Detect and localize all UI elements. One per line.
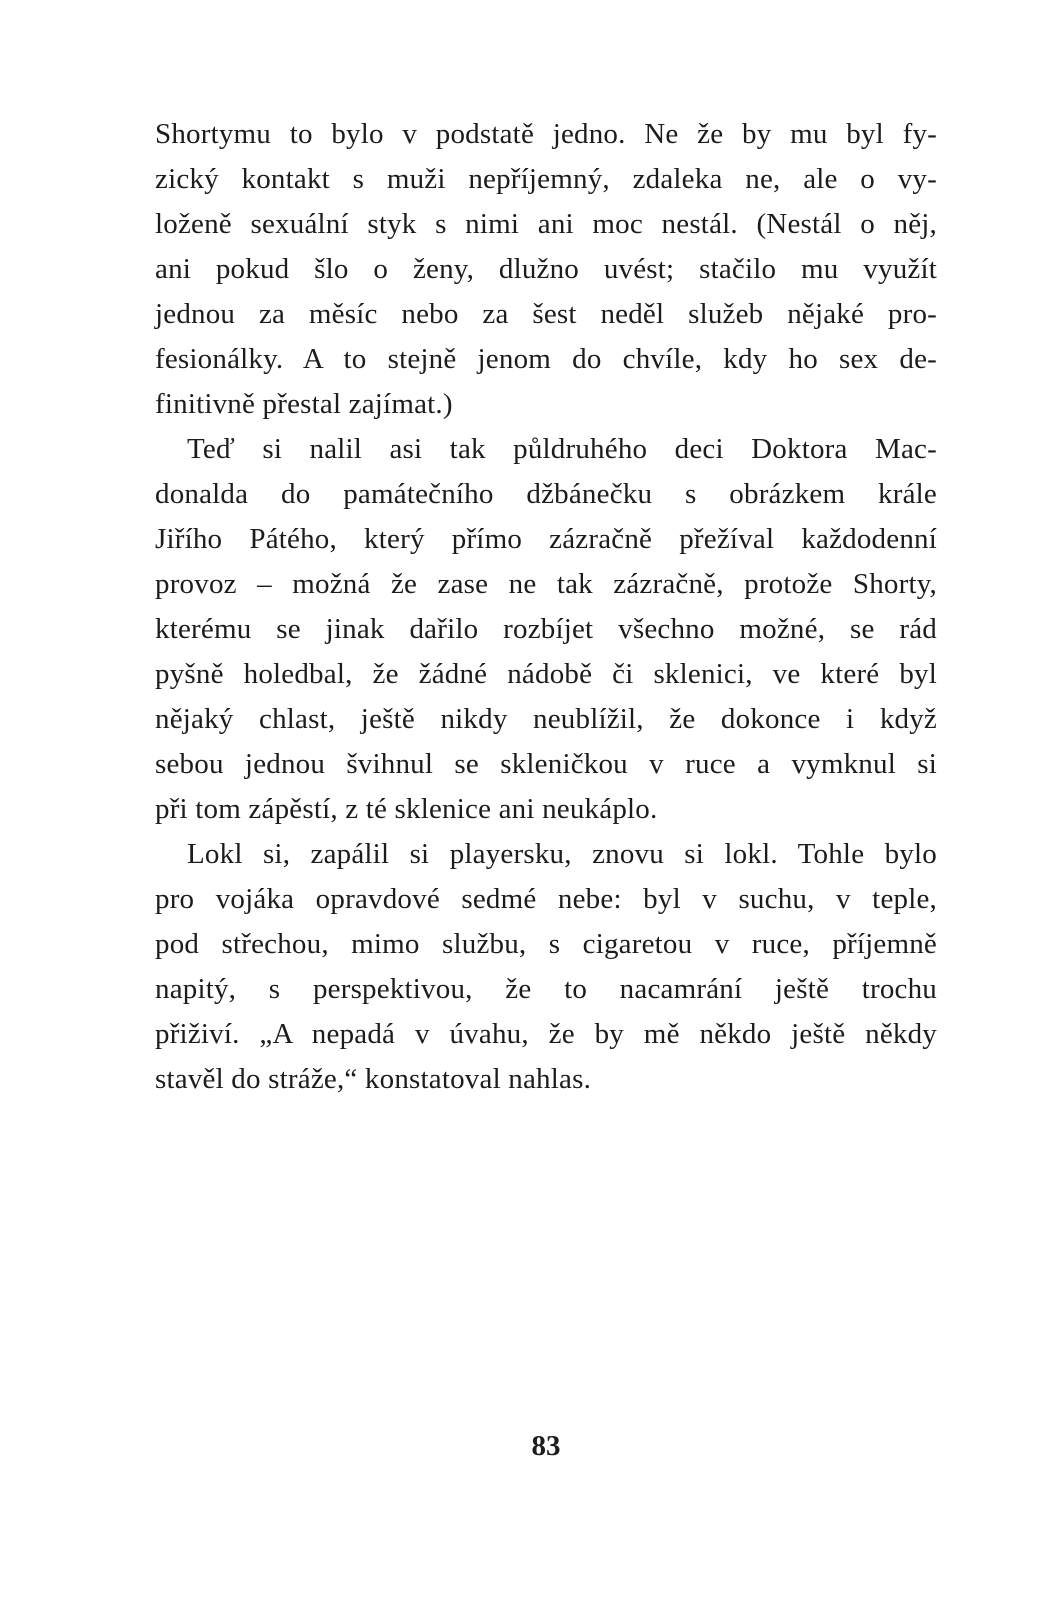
page-number: 83 bbox=[531, 1430, 561, 1462]
text-line: Lokl si, zapálil si playersku, znovu si lokl. Tohle bylo bbox=[187, 838, 937, 870]
text-line: nějaký chlast, ještě nikdy neublížil, že dokonce i když bbox=[155, 703, 937, 735]
text-line: pro vojáka opravdové sedmé nebe: byl v suchu, v teple, bbox=[155, 883, 937, 915]
text-line: stavěl do stráže,“ konstatoval nahlas. bbox=[155, 1063, 592, 1095]
text-line: Teď si nalil asi tak půldruhého deci Doktora Mac- bbox=[187, 433, 937, 465]
text-line: napitý, s perspektivou, že to nacamrání ještě trochu bbox=[155, 973, 937, 1005]
paragraph bbox=[155, 832, 937, 1102]
paragraph bbox=[155, 112, 937, 427]
text-block bbox=[155, 112, 937, 1102]
text-line: pod střechou, mimo službu, s cigaretou v ruce, příjemně bbox=[155, 928, 937, 960]
text-line: zický kontakt s muži nepříjemný, zdaleka ne, ale o vy- bbox=[155, 163, 937, 195]
text-line: přiživí. „A nepadá v úvahu, že by mě někdo ještě někdy bbox=[155, 1018, 937, 1050]
text-line: donalda do památečního džbánečku s obrázkem krále bbox=[155, 478, 937, 510]
text-line: loženě sexuální styk s nimi ani moc nestál. (Nestál o něj, bbox=[155, 208, 937, 240]
text-line: pyšně holedbal, že žádné nádobě či sklenici, ve které byl bbox=[155, 658, 937, 690]
text-line: sebou jednou švihnul se skleničkou v ruce a vymknul si bbox=[155, 748, 937, 780]
text-line: fesionálky. A to stejně jenom do chvíle, kdy ho sex de- bbox=[155, 343, 937, 375]
text-line: ani pokud šlo o ženy, dlužno uvést; stačilo mu využít bbox=[155, 253, 937, 285]
text-line: při tom zápěstí, z té sklenice ani neukáplo. bbox=[155, 793, 658, 825]
text-line: provoz – možná že zase ne tak zázračně, protože Shorty, bbox=[155, 568, 937, 600]
text-line: kterému se jinak dařilo rozbíjet všechno možné, se rád bbox=[155, 613, 937, 645]
paragraph bbox=[155, 427, 937, 832]
text-line: jednou za měsíc nebo za šest neděl služeb nějaké pro- bbox=[155, 298, 937, 330]
text-line: Shortymu to bylo v podstatě jedno. Ne že by mu byl fy- bbox=[155, 118, 937, 150]
text-line: finitivně přestal zajímat.) bbox=[155, 388, 453, 420]
text-line: Jiřího Pátého, který přímo zázračně přežíval každodenní bbox=[155, 523, 937, 555]
